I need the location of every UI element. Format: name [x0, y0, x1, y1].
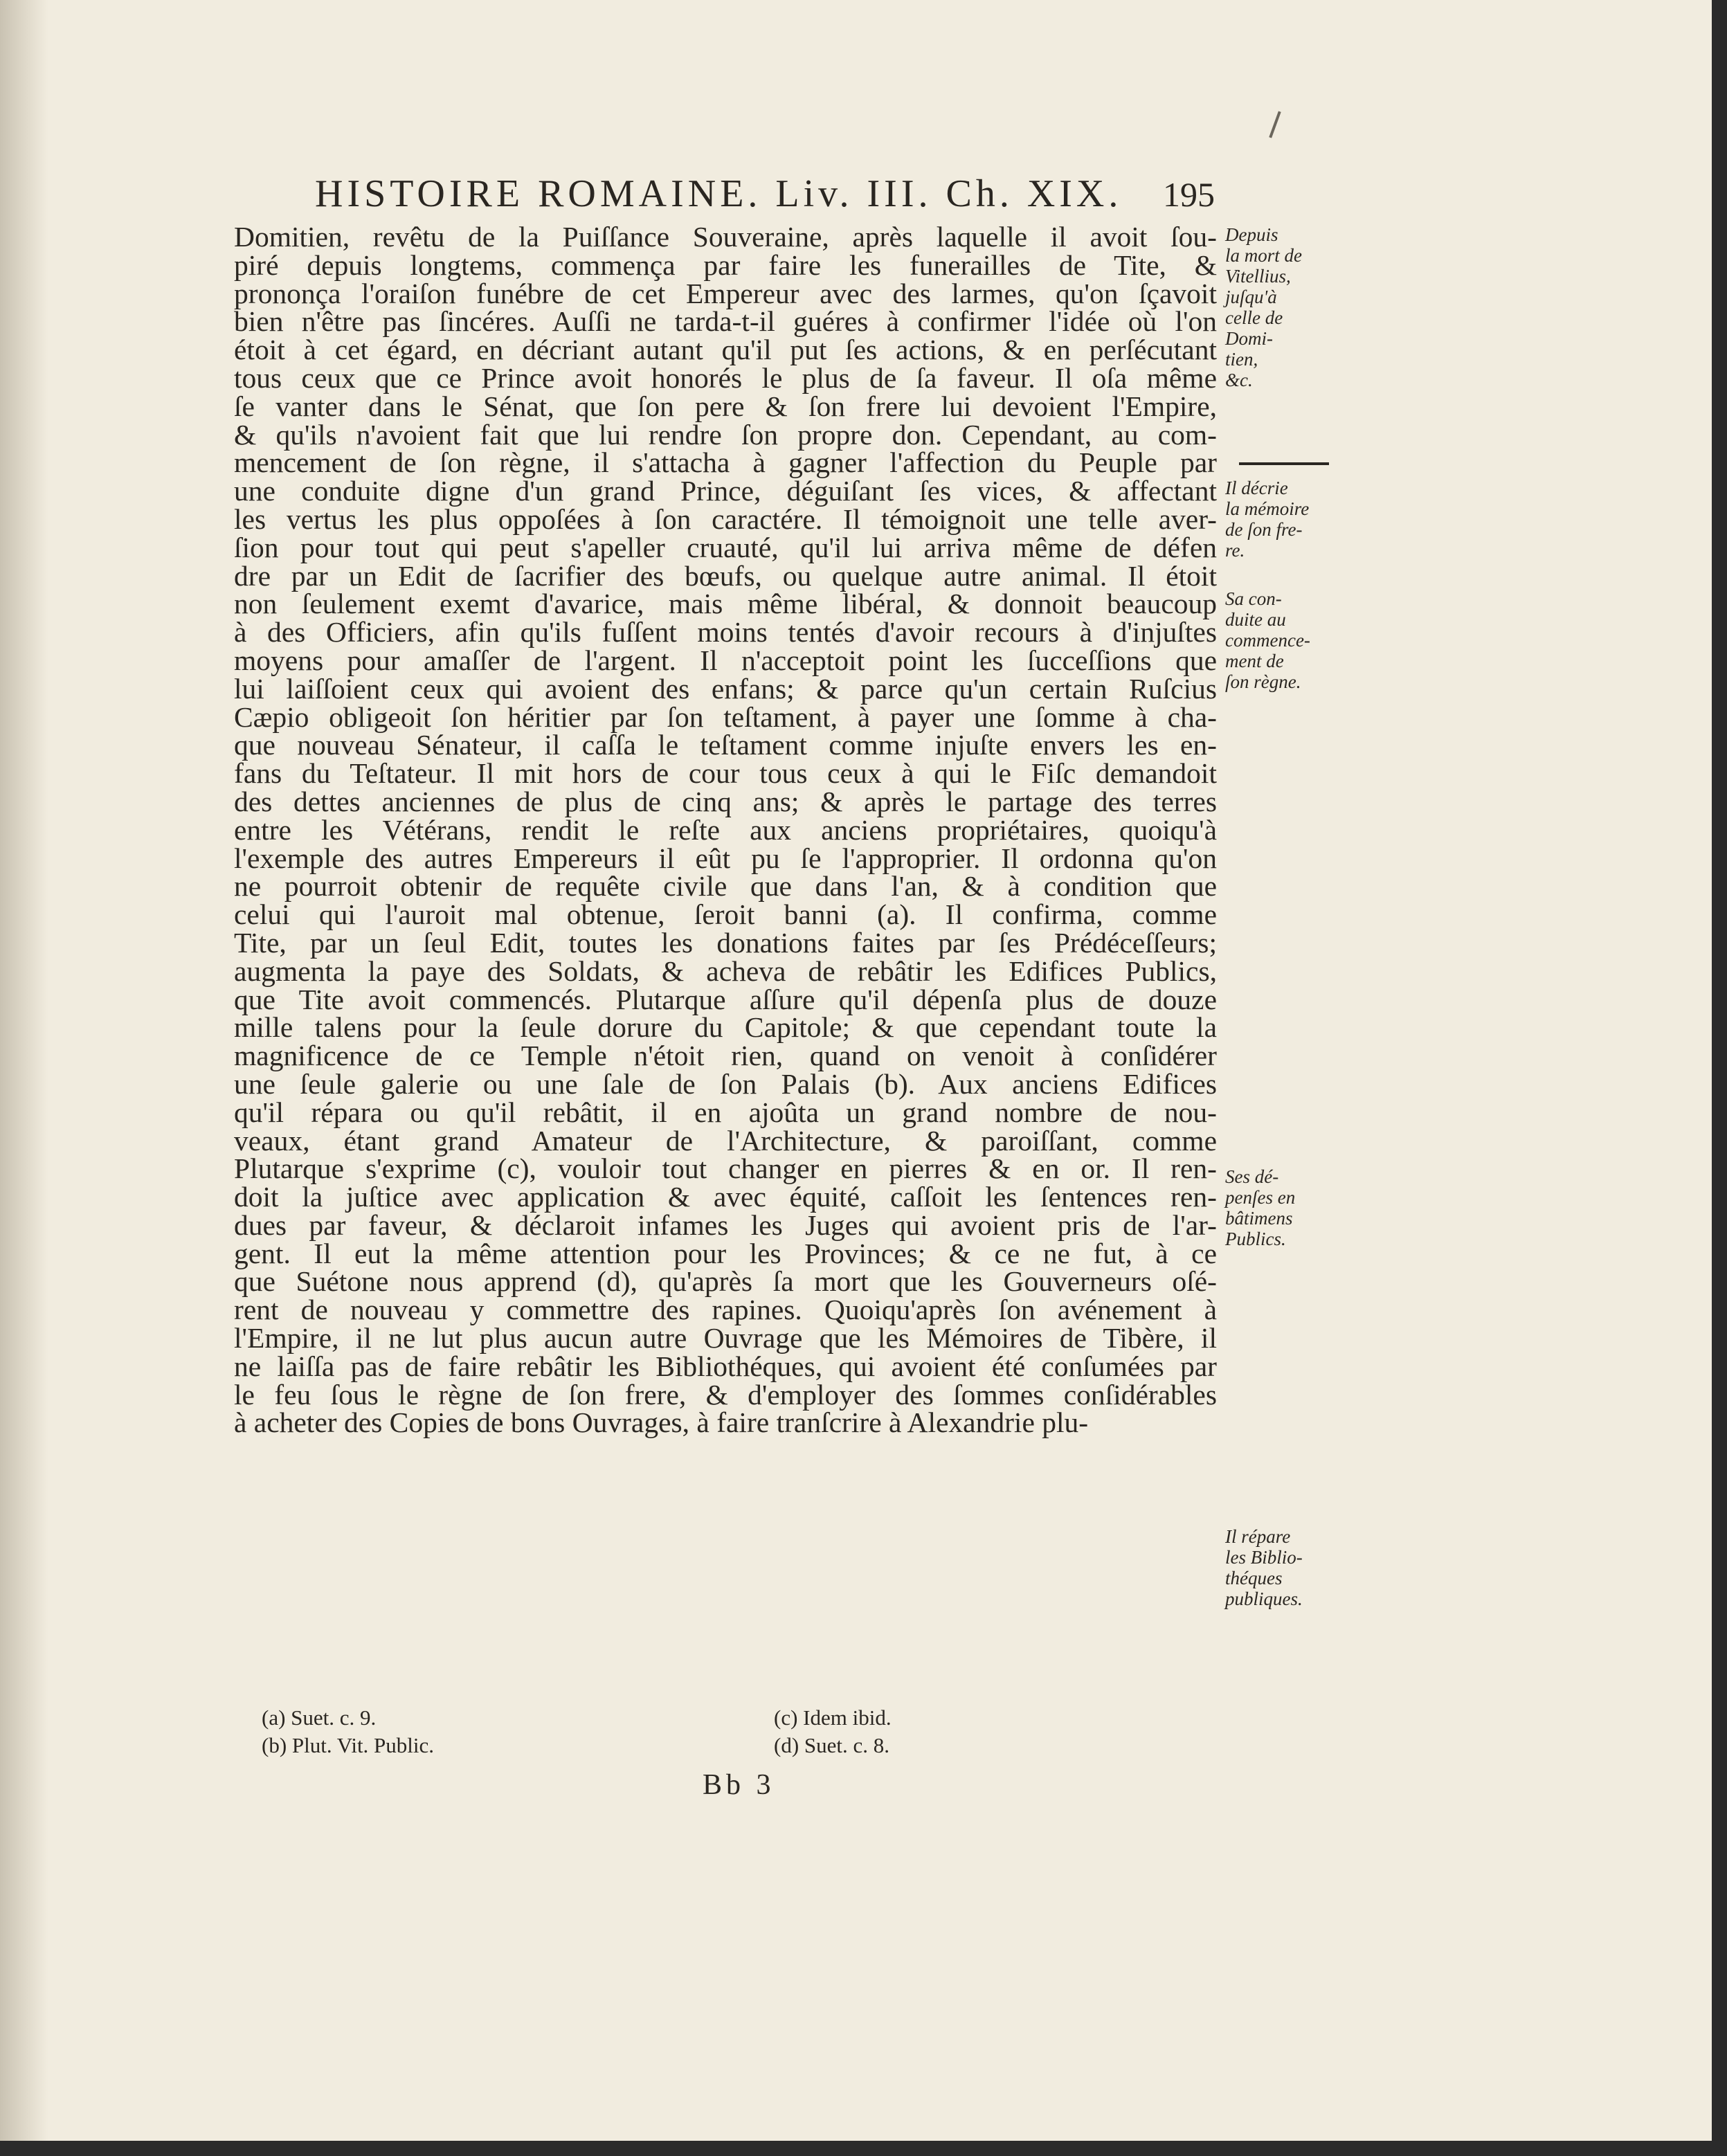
text-line: doit la juſtice avec application & avec équité, caſſoit les ſentences ren-: [234, 1181, 1217, 1213]
marginal-note-line: duite au: [1225, 609, 1286, 630]
marginal-note-line: tien,: [1225, 349, 1258, 370]
text-line: ne laiſſa pas de faire rebâtir les Bibliothéques, qui avoient été conſumées par: [234, 1350, 1217, 1382]
text-line: dues par faveur, & déclaroit infames les Juges qui avoient pris de l'ar-: [234, 1208, 1217, 1241]
marginal-note-line: juſqu'à: [1225, 287, 1277, 307]
pencil-mark: [1269, 111, 1281, 138]
marginal-note-line: re.: [1225, 540, 1245, 561]
marginal-note: [1225, 588, 1357, 692]
text-line: des dettes anciennes de plus de cinq ans; & après le partage des terres: [234, 785, 1217, 817]
text-line: lui laiſſoient ceux qui avoient des enfans; & parce qu'un certain Ruſcius: [234, 672, 1217, 705]
running-header: [315, 172, 1215, 220]
text-line: celui qui l'auroit mal obtenue, ſeroit banni (a). Il confirma, comme: [234, 898, 1217, 931]
marginal-note-line: Vitellius,: [1225, 266, 1291, 287]
marginal-note: [1225, 1166, 1357, 1249]
text-line: l'Empire, il ne lut plus aucun autre Ouvrage que les Mémoires de Tibère, il: [234, 1322, 1217, 1355]
footnote-b: (b) Plut. Vit. Public.: [262, 1733, 435, 1757]
marginal-divider: [1239, 462, 1329, 465]
marginal-note-line: Domi-: [1225, 328, 1273, 349]
text-line: piré depuis longtems, commença par faire les funerailles de Tite, &: [234, 248, 1217, 281]
marginal-note: [1225, 1526, 1357, 1609]
marginal-note-line: les Biblio-: [1225, 1547, 1303, 1568]
text-line: gent. Il eut la même attention pour les Provinces; & ce ne fut, à ce: [234, 1237, 1217, 1269]
text-line: moyens pour amaſſer de l'argent. Il n'acceptoit point les ſucceſſions que: [234, 644, 1217, 676]
running-title: HISTOIRE ROMAINE. Liv. III. Ch. XIX.: [315, 172, 1123, 215]
text-line: que nouveau Sénateur, il caſſa le teſtament comme injuſte envers les en-: [234, 729, 1217, 761]
marginal-note: [1225, 224, 1357, 390]
footnote-a: (a) Suet. c. 9.: [262, 1705, 377, 1730]
text-line: une ſeule galerie ou une ſale de ſon Palais (b). Aux anciens Edifices: [234, 1067, 1217, 1100]
text-line: Tite, par un ſeul Edit, toutes les donations faites par ſes Prédéceſſeurs;: [234, 926, 1217, 959]
footnote-d: (d) Suet. c. 8.: [774, 1733, 890, 1757]
marginal-note-line: ſon règne.: [1225, 671, 1301, 692]
text-line: dre par un Edit de ſacrifier des bœufs, ou quelque autre animal. Il étoit: [234, 559, 1217, 592]
text-line: que Suétone nous apprend (d), qu'après ſa mort que les Gouverneurs oſé-: [234, 1265, 1217, 1298]
text-line: fans du Teſtateur. Il mit hors de cour tous ceux à qui le Fiſc demandoit: [234, 757, 1217, 790]
marginal-note-line: la mémoire: [1225, 498, 1310, 519]
page-number: 195: [1163, 175, 1215, 214]
text-line: augmenta la paye des Soldats, & acheva de rebâtir les Edifices Publics,: [234, 954, 1217, 987]
text-line: prononça l'oraiſon funébre de cet Empereur avec des larmes, qu'on ſçavoit: [234, 277, 1217, 309]
book-spine-shadow: [0, 0, 48, 2156]
text-line: ſion pour tout qui peut s'apeller cruauté, qu'il lui arriva même de défen: [234, 531, 1217, 563]
text-line: veaux, étant grand Amateur de l'Architecture, & paroiſſant, comme: [234, 1124, 1217, 1157]
marginal-note-line: Publics.: [1225, 1229, 1286, 1249]
marginal-note-line: Il décrie: [1225, 478, 1288, 498]
text-line: le feu ſous le règne de ſon frere, & d'employer des ſommes conſidérables: [234, 1378, 1217, 1411]
text-line: les vertus les plus oppoſées à ſon caractére. Il témoignoit une telle aver-: [234, 502, 1217, 535]
text-line: bien n'être pas ſincéres. Auſſi ne tarda-t-il guéres à confirmer l'idée où l'on: [234, 305, 1217, 338]
footnotes-left: [262, 1704, 434, 1759]
text-line: non ſeulement exemt d'avarice, mais même libéral, & donnoit beaucoup: [234, 588, 1217, 620]
text-line: étoit à cet égard, en décriant autant qu'il put ſes actions, & en perſécutant: [234, 334, 1217, 366]
text-line: Plutarque s'exprime (c), vouloir tout changer en pierres & en or. Il ren-: [234, 1152, 1217, 1185]
marginal-note-line: publiques.: [1225, 1588, 1303, 1609]
text-line: mille talens pour la ſeule dorure du Capitole; & que cependant toute la: [234, 1011, 1217, 1044]
signature-mark: Bb 3: [703, 1769, 775, 1801]
text-line: à des Officiers, afin qu'ils fuſſent moins tentés d'avoir recours à d'injuſtes: [234, 616, 1217, 649]
text-line: qu'il répara ou qu'il rebâtit, il en ajoûta un grand nombre de nou-: [234, 1096, 1217, 1128]
text-line: magnificence de ce Temple n'étoit rien, quand on venoit à conſidérer: [234, 1040, 1217, 1072]
text-line: entre les Vétérans, rendit le reſte aux anciens propriétaires, quoiqu'à: [234, 813, 1217, 846]
marginal-note-line: Depuis: [1225, 224, 1278, 245]
page-edge-right: [1712, 0, 1727, 2156]
footnotes-right: [774, 1704, 892, 1759]
text-line: & qu'ils n'avoient fait que lui rendre ſon propre don. Cependant, au com-: [234, 418, 1217, 451]
footnote-c: (c) Idem ibid.: [774, 1705, 892, 1730]
marginal-note-line: Ses dé-: [1225, 1166, 1279, 1187]
text-line: rent de nouveau y commettre des rapines. Quoiqu'après ſon avénement à: [234, 1294, 1217, 1326]
marginal-note-line: bâtimens: [1225, 1208, 1293, 1229]
text-line: ne pourroit obtenir de requête civile que dans l'an, & à condition que: [234, 870, 1217, 903]
marginal-note-line: commence-: [1225, 630, 1310, 651]
text-line: Cæpio obligeoit ſon héritier par ſon teſtament, à payer une ſomme à cha-: [234, 700, 1217, 733]
marginal-note-line: penſes en: [1225, 1187, 1296, 1208]
marginal-note-line: ment de: [1225, 651, 1284, 671]
marginal-note-line: Sa con-: [1225, 588, 1282, 609]
marginal-note-line: celle de: [1225, 307, 1283, 328]
text-line: que Tite avoit commencés. Plutarque aſſure qu'il dépenſa plus de douze: [234, 983, 1217, 1015]
text-line: tous ceux que ce Prince avoit honorés le plus de ſa faveur. Il oſa même: [234, 361, 1217, 394]
text-line: à acheter des Copies de bons Ouvrages, à faire tranſcrire à Alexandrie plu-: [234, 1406, 1089, 1439]
marginal-note-line: la mort de: [1225, 245, 1302, 266]
marginal-note-line: théques: [1225, 1568, 1283, 1588]
main-text-column: [234, 223, 1217, 1437]
marginal-note-line: Il répare: [1225, 1526, 1291, 1547]
text-line: Domitien, revêtu de la Puiſſance Souveraine, après laquelle il avoit ſou-: [234, 221, 1217, 253]
page-edge-bottom: [0, 2141, 1727, 2156]
text-line: une conduite digne d'un grand Prince, déguiſant ſes vices, & affectant: [234, 475, 1217, 507]
marginal-note: [1225, 478, 1357, 561]
marginal-note-line: &c.: [1225, 370, 1253, 390]
marginal-note-line: de ſon fre-: [1225, 519, 1303, 540]
text-line: mencement de ſon règne, il s'attacha à gagner l'affection du Peuple par: [234, 446, 1217, 479]
text-line: l'exemple des autres Empereurs il eût pu ſe l'approprier. Il ordonna qu'on: [234, 842, 1217, 874]
text-line: ſe vanter dans le Sénat, que ſon pere & ſon frere lui devoient l'Empire,: [234, 390, 1217, 422]
